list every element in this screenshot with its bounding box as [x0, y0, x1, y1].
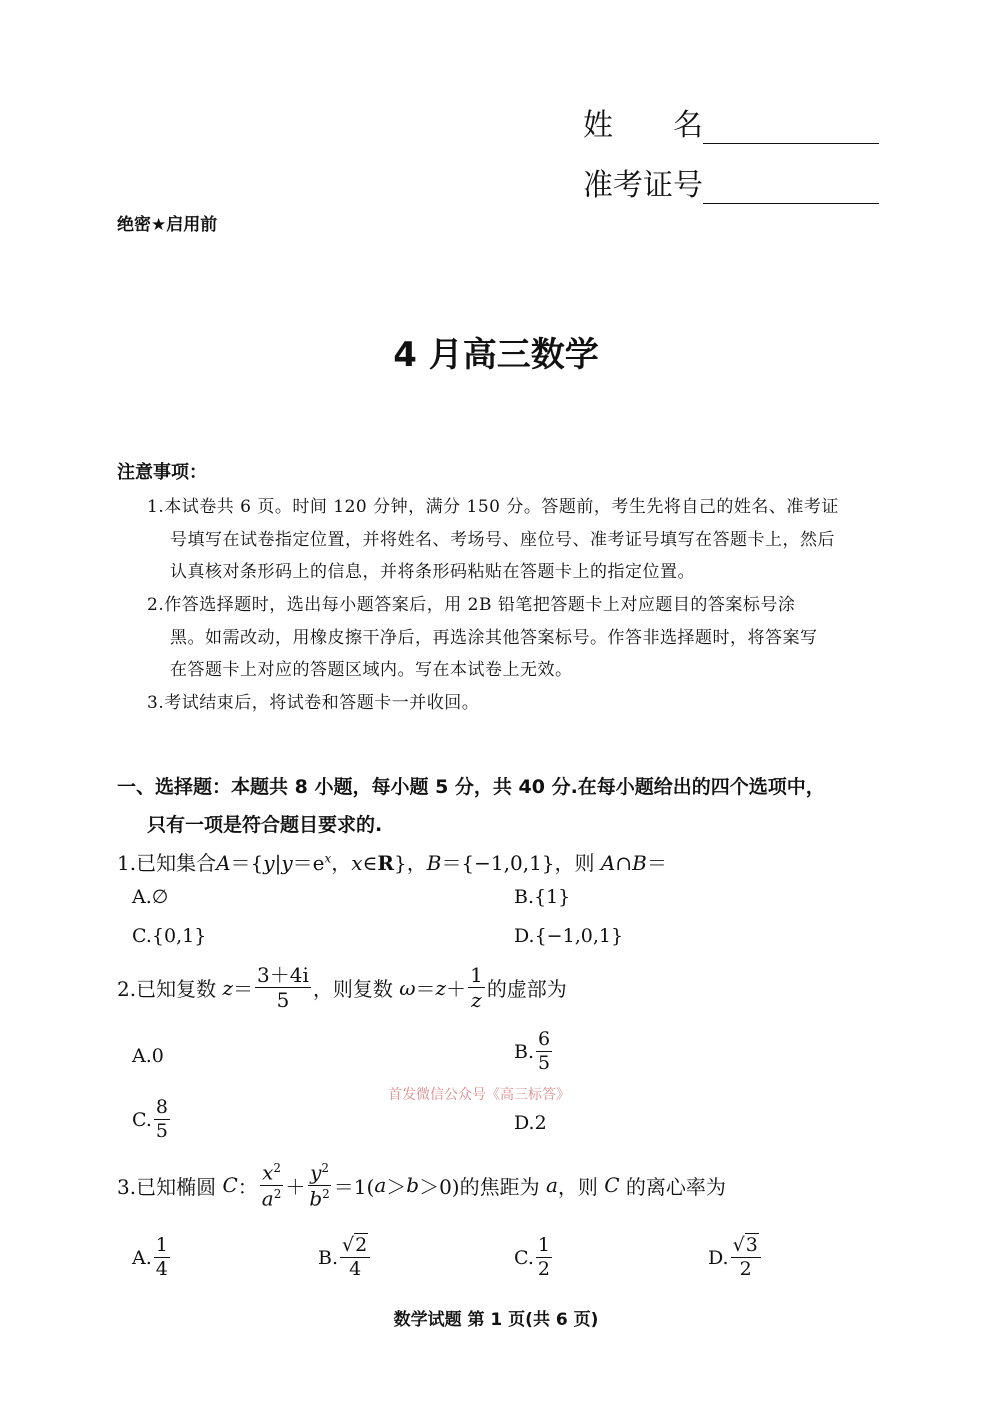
notes-line: 在答题卡上对应的答题区域内。写在本试卷上无效。 — [170, 660, 573, 680]
q2-inverse-fraction: $\frac{1}{z}$ — [470, 963, 483, 1012]
q1-option-b: B.{1} — [514, 886, 571, 908]
q3-option-a-num: 1 — [155, 1234, 168, 1256]
q3-option-d-label: D. — [708, 1246, 729, 1269]
q2-mid: ，则复数 — [312, 977, 393, 1001]
q3-option-c — [514, 1236, 554, 1279]
question-1: 1.已知集合$A=\{y|y=e^x$，x∈R}，B＝{−1,0,1}，则 A∩B＝ — [117, 851, 667, 875]
page-footer: 数学试题 第 1 页(共 6 页) — [393, 1310, 599, 1330]
watermark: 首发微信公众号《高三标答》 — [388, 1087, 570, 1103]
q3-option-c-num: 1 — [537, 1234, 550, 1256]
q3-option-b-label: B. — [318, 1246, 339, 1269]
notes-line: 1.本试卷共 6 页。时间 120 分钟，满分 150 分。答题前，考生先将自己的姓名、准考证 — [147, 497, 839, 517]
notes-line: 号填写在试卷指定位置，并将姓名、考场号、座位号、准考证号填写在答题卡上，然后 — [170, 530, 835, 550]
question-2: 2.已知复数 z ＝ $\frac{3+4i}{5}$ ，则复数 ω ＝ z ＋ $\frac{1}{z}$ 的虚部为 — [117, 963, 567, 1012]
exam-id-field-row — [583, 160, 879, 204]
q3-suffix-end: 的离心率为 — [625, 1174, 726, 1199]
q3-y-fraction: $\frac{y^2}{b^2}$ — [309, 1160, 330, 1211]
page-title: 4 月高三数学 — [393, 335, 599, 375]
exam-id-blank — [703, 175, 879, 204]
section-heading-line1: 一、选择题：本题共 8 小题，每小题 5 分，共 40 分.在每小题给出的四个选项中， — [117, 776, 825, 798]
sqrt-symbol: √3 — [732, 1234, 758, 1256]
q3-option-b — [318, 1236, 372, 1279]
notes-line: 2.作答选择题时，选出每小题答案后，用 2B 铅笔把答题卡上对应题目的答案标号涂 — [147, 595, 796, 615]
notes-line: 认真核对条形码上的信息，并将条形码粘贴在答题卡上的指定位置。 — [170, 562, 695, 582]
q2-z-fraction — [255, 965, 311, 1010]
q2-option-b-num: 6 — [538, 1028, 551, 1050]
q2-option-a: A.0 — [132, 1045, 164, 1067]
q2-option-b-label: B. — [514, 1040, 535, 1063]
name-blank — [703, 115, 879, 144]
q3-option-d-den: 2 — [739, 1258, 752, 1280]
q2-suffix: 的虚部为 — [486, 977, 567, 1001]
q3-option-a-label: A. — [132, 1246, 152, 1269]
q3-option-d-radicand: 3 — [745, 1234, 758, 1256]
q3-option-a — [132, 1236, 172, 1279]
q1-option-a: A.∅ — [132, 886, 169, 908]
q2-option-c-label: C. — [132, 1108, 152, 1131]
q3-option-c-label: C. — [514, 1246, 534, 1269]
notes-line: 3.考试结束后，将试卷和答题卡一并收回。 — [147, 693, 480, 713]
q2-option-b-den: 5 — [538, 1052, 551, 1074]
q2-option-d: D.2 — [514, 1112, 547, 1134]
q3-prefix: 3.已知椭圆 — [117, 1174, 217, 1199]
q3-suffix-post: ，则 — [557, 1174, 598, 1199]
q2-option-c — [132, 1098, 172, 1141]
q2-prefix: 2.已知复数 — [117, 977, 217, 1001]
q1-option-d: D.{−1,0,1} — [514, 925, 624, 947]
exam-id-label: 准考证号 — [583, 168, 703, 203]
name-label: 姓 名 — [583, 108, 703, 143]
sqrt-symbol: √2 — [342, 1234, 368, 1256]
q1-option-c: C.{0,1} — [132, 925, 207, 947]
q3-option-c-den: 2 — [537, 1258, 550, 1280]
q3-option-d — [708, 1236, 763, 1279]
q3-x-fraction: $\frac{x^2}{a^2}$ — [261, 1160, 282, 1211]
q2-option-c-den: 5 — [155, 1120, 168, 1142]
q2-option-c-num: 8 — [155, 1096, 168, 1118]
section-heading-line2: 只有一项是符合题目要求的. — [147, 814, 383, 836]
q1-prefix: 1.已知集合 — [117, 851, 217, 875]
question-3: 3.已知椭圆 C ： $\frac{x^2}{a^2}$ ＋ $\frac{y^2}{b^2}$ ＝1( a ＞ b ＞0) 的焦距为 a ，则 C 的离心率为 — [117, 1160, 726, 1211]
q3-suffix-pre: 的焦距为 — [459, 1174, 540, 1199]
notes-heading: 注意事项： — [117, 462, 207, 483]
notes-line: 黑。如需改动，用橡皮擦干净后，再选涂其他答案标号。作答非选择题时，将答案写 — [170, 628, 818, 648]
secret-label: 绝密★启用前 — [117, 215, 218, 235]
name-field-row — [583, 100, 879, 144]
q2-option-b — [514, 1030, 554, 1073]
q2-z-numerator: 3＋4i — [257, 963, 309, 987]
q2-z-denominator: 5 — [276, 988, 290, 1012]
q3-option-b-den: 4 — [349, 1258, 362, 1280]
q3-option-a-den: 4 — [155, 1258, 168, 1280]
q3-option-b-radicand: 2 — [355, 1234, 368, 1256]
